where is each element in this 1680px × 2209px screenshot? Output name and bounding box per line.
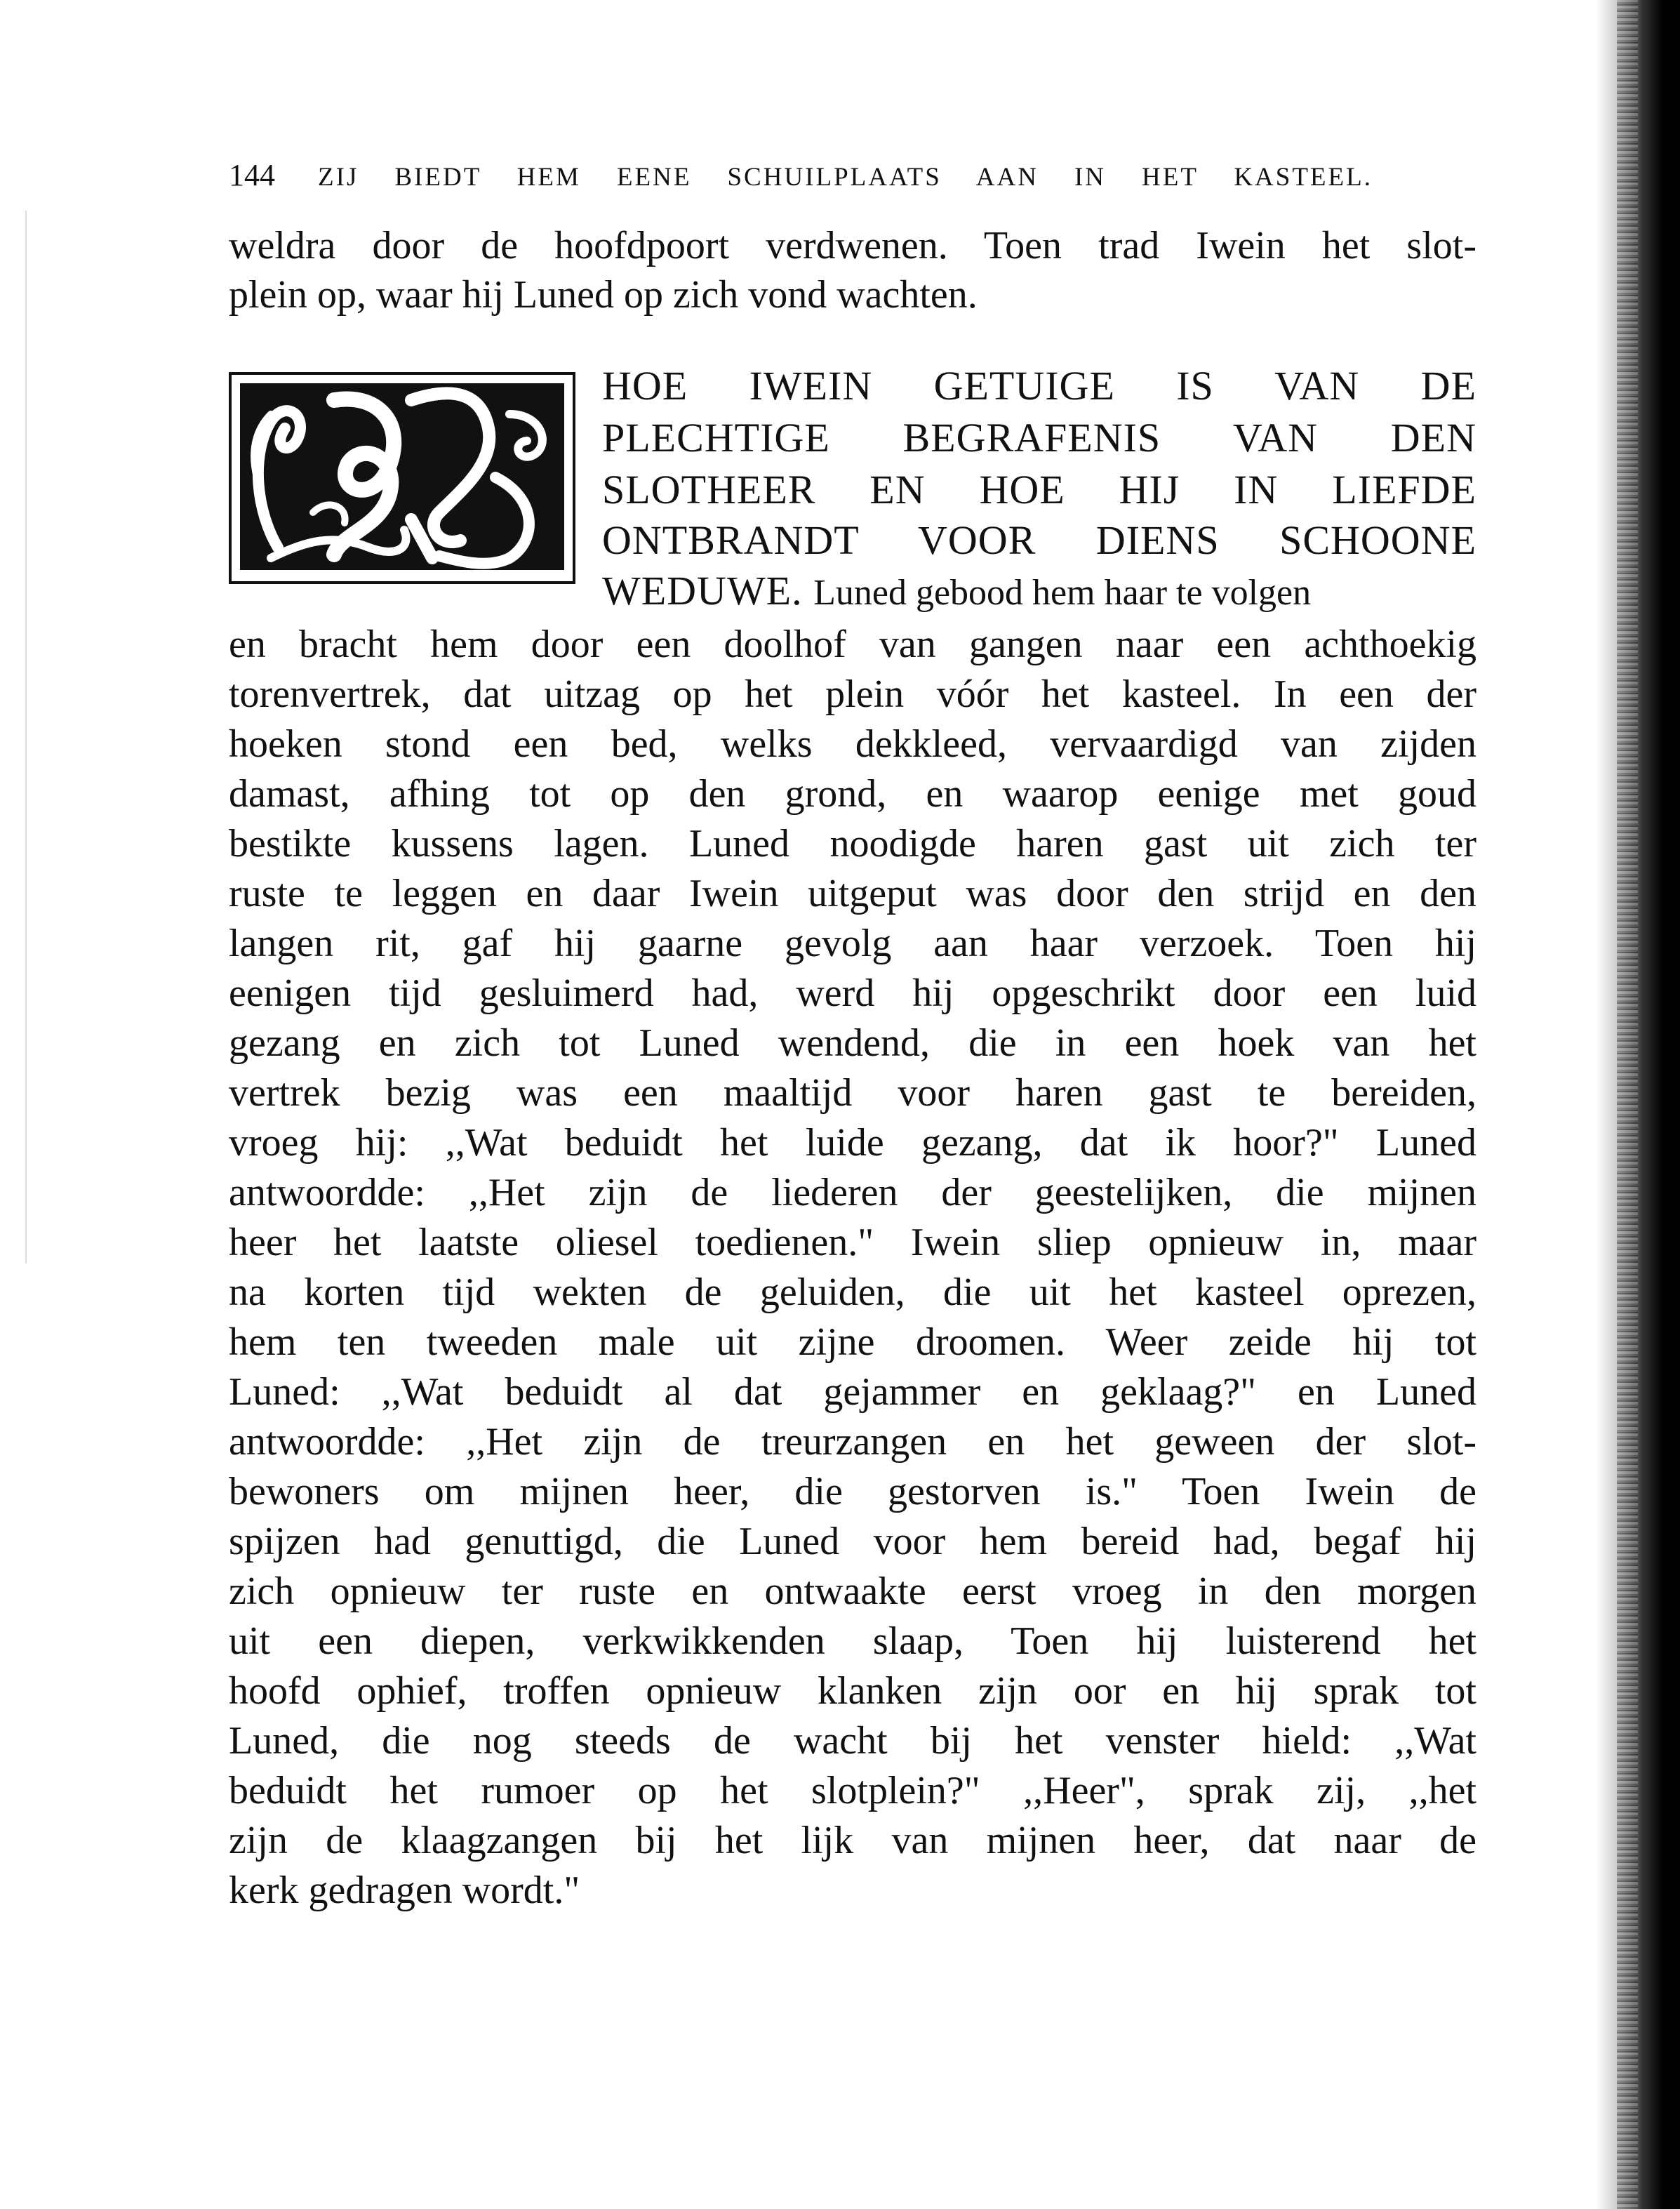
first-line-text: Luned gebood hem haar te volgen — [813, 573, 1312, 613]
body-line: antwoordde: ,,Het zijn de liederen der geestelijken, die mijnen — [229, 1171, 1476, 1214]
chapter-heading-line: SLOTHEER EN HOE HIJ IN LIEFDE — [602, 467, 1476, 512]
body-line: Luned: ,,Wat beduidt al dat gejammer en geklaag?" en Luned — [229, 1370, 1476, 1414]
body-line: damast, afhing tot op den grond, en waarop eenige met goud — [229, 772, 1476, 816]
body-line: vertrek bezig was een maaltijd voor haren gast te bereiden, — [229, 1071, 1476, 1115]
body-line: beduidt het rumoer op het slotplein?" ,,Heer", sprak zij, ,,het — [229, 1769, 1476, 1812]
body-line: torenvertrek, dat uitzag op het plein vóór het kasteel. In een der — [229, 672, 1476, 716]
body-line: bestikte kussens lagen. Luned noodigde haren gast uit zich ter — [229, 822, 1476, 865]
body-line: zijn de klaagzangen bij het lijk van mijnen heer, dat naar de — [229, 1819, 1476, 1862]
body-line: gezang en zich tot Luned wendend, die in een hoek van het — [229, 1021, 1476, 1065]
body-line: ruste te leggen en daar Iwein uitgeput was door den strijd en den — [229, 872, 1476, 915]
running-head — [229, 156, 1373, 197]
chapter-heading-final-line — [602, 566, 1476, 616]
ornamental-initial-image — [229, 372, 575, 584]
chapter-heading-line: ONTBRANDT VOOR DIENS SCHOONE — [602, 517, 1476, 563]
body-line: kerk gedragen wordt." — [229, 1869, 580, 1912]
body-line: hem ten tweeden male uit zijne droomen. Weer zeide hij tot — [229, 1320, 1476, 1364]
body-line: bewoners om mijnen heer, die gestorven is." Toen Iwein de — [229, 1470, 1476, 1513]
body-line: uit een diepen, verkwikkenden slaap, Toen hij luisterend het — [229, 1619, 1476, 1663]
body-line: Luned, die nog steeds de wacht bij het venster hield: ,,Wat — [229, 1719, 1476, 1763]
scan-edge-shadow — [1596, 0, 1680, 2209]
running-title: ZIJ BIEDT HEM EENE SCHUILPLAATS AAN IN HET KASTEEL. — [318, 163, 1373, 192]
body-line: antwoordde: ,,Het zijn de treurzangen en het geween der slot- — [229, 1420, 1476, 1464]
page-number: 144 — [229, 158, 275, 192]
body-line: hoeken stond een bed, welks dekkleed, vervaardigd van zijden — [229, 722, 1476, 766]
body-line: eenigen tijd gesluimerd had, werd hij opgeschrikt door een luid — [229, 971, 1476, 1015]
scan-edge-texture — [1617, 0, 1638, 2209]
body-line: heer het laatste oliesel toedienen." Iwein sliep opnieuw in, maar — [229, 1221, 1476, 1264]
body-line: hoofd ophief, troffen opnieuw klanken zijn oor en hij sprak tot — [229, 1669, 1476, 1713]
heading-last-word: WEDUWE. — [602, 568, 803, 613]
body-line: langen rit, gaf hij gaarne gevolg aan haar verzoek. Toen hij — [229, 922, 1476, 965]
chapter-heading-line: PLECHTIGE BEGRAFENIS VAN DEN — [602, 415, 1476, 460]
body-line: zich opnieuw ter ruste en ontwaakte eerst vroeg in den morgen — [229, 1570, 1476, 1613]
body-line: spijzen had genuttigd, die Luned voor hem bereid had, begaf hij — [229, 1520, 1476, 1563]
body-line: weldra door de hoofdpoort verdwenen. Toen trad Iwein het slot- — [229, 224, 1476, 267]
body-line: en bracht hem door een doolhof van gangen naar een achthoekig — [229, 623, 1476, 666]
body-line: na korten tijd wekten de geluiden, die uit het kasteel oprezen, — [229, 1271, 1476, 1314]
chapter-heading-line: HOE IWEIN GETUIGE IS VAN DE — [602, 363, 1476, 409]
body-line: plein op, waar hij Luned op zich vond wachten. — [229, 273, 978, 317]
scan-margin-line — [25, 211, 27, 1263]
body-line: vroeg hij: ,,Wat beduidt het luide gezang, dat ik hoor?" Luned — [229, 1121, 1476, 1165]
